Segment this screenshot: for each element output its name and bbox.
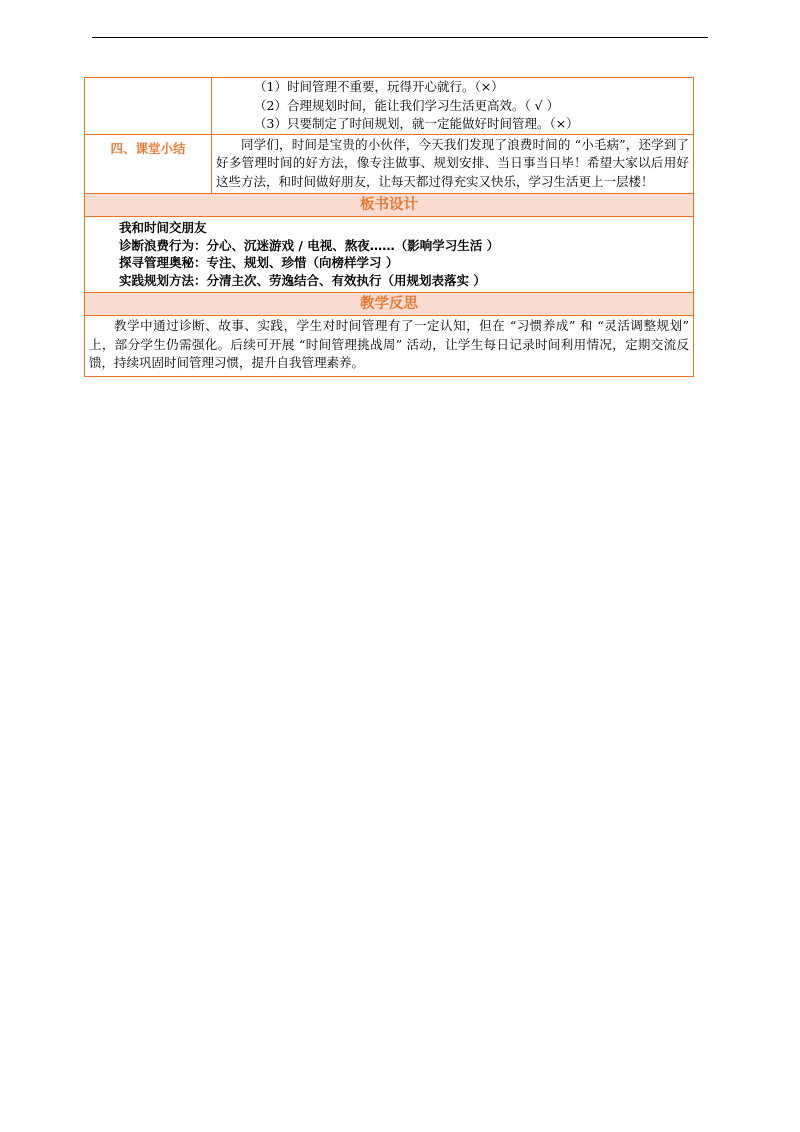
reflection-header-row [85,292,693,315]
quiz-item: （1）时间管理不重要，玩得开心就行。（×） [254,79,504,94]
quiz-item: （3）只要制定了时间规划，就一定能做好时间管理。（×） [254,116,579,131]
quiz-label-cell [85,78,212,134]
board-design-header-row [85,193,693,216]
board-line: 探寻管理奥秘：专注、规划、珍惜（向榜样学习 ） [119,255,399,270]
board-line: 实践规划方法：分清主次、劳逸结合、有效执行（用规划表落实 ） [119,272,486,288]
board-line: 我和时间交朋友 [119,220,207,235]
reflection-text: 教学中通过诊断、故事、实践，学生对时间管理有了一定认知，但在 “习惯养成” 和 “灵活调整规划” 上，部分学生仍需强化。后续可开展 “时间管理挑战周” 活动，让学生每日记录时间利用情况，定期交流反馈，持续巩固时间管理习惯，提升自我管理素养。 [89,318,689,370]
board-design-row [85,216,693,292]
quiz-row [85,78,693,134]
lesson-plan-table [84,77,694,377]
quiz-item: （2）合理规划时间，能让我们学习生活更高效。（ √ ） [254,97,560,113]
board-design-header: 板书设计 [85,194,693,216]
quiz-content-cell [212,78,693,134]
reflection-header: 教学反思 [85,293,693,315]
page-header-rule [92,37,708,38]
summary-row [85,134,693,194]
reflection-row [85,315,693,376]
board-line: 诊断浪费行为：分心、沉迷游戏 / 电视、熬夜……（影响学习生活 ） [119,237,500,253]
summary-stage-label: 四、课堂小结 [85,135,212,194]
summary-text: 同学们，时间是宝贵的小伙伴，今天我们发现了浪费时间的 “小毛病”，还学到了好多管理时间的好方法，像专注做事、规划安排、当日事当日毕！希望大家以后用好这些方法，和时间做好朋友，让每天都过得充实又快乐，学习生活更上一层楼！ [216,136,689,189]
board-design-content [85,217,693,292]
